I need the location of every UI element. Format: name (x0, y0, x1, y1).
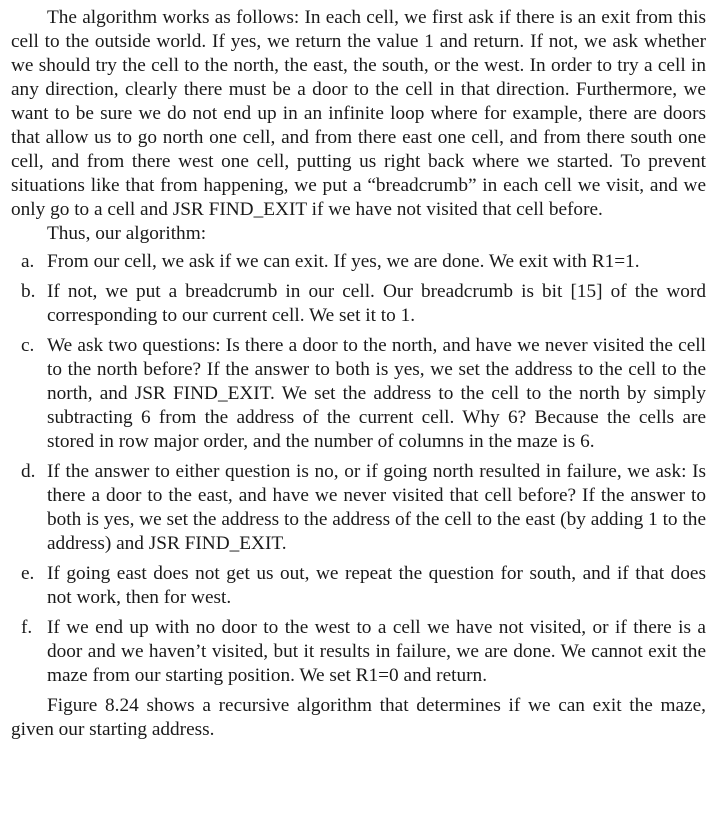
intro-paragraph: The algorithm works as follows: In each cell, we first ask if there is an exit from this cell to the outside world. If yes, we return the value 1 and return. If not, we ask whether we should try the cell to the north, the east, the south, or the west. In order to try a cell in any direction, clearly there must be a door to the cell in that direction. Furthermore, we want to be sure we do not end up in an infinite loop where for example, there are doors that allow us to go north one cell, and from there east one cell, and from there south one cell, and from there west one cell, putting us right back where we started. To prevent situations like that from happening, we put a “breadcrumb” in each cell we visit, and we only go to a cell and JSR FIND_EXIT if we have not visited that cell before. (11, 7, 706, 220)
step-text: From our cell, we ask if we can exit. If yes, we are done. We exit with R1=1. (47, 251, 640, 272)
algorithm-step (11, 616, 706, 688)
algorithm-lead-in: Thus, our algorithm: (47, 223, 207, 244)
algorithm-step (11, 280, 706, 328)
step-text: If going east does not get us out, we repeat the question for south, and if that does not work, then for west. (47, 563, 706, 608)
algorithm-step (11, 562, 706, 610)
step-text: If we end up with no door to the west to a cell we have not visited, or if there is a door and we haven’t visited, but it results in failure, we are done. We cannot exit the maze from our starting position. We set R1=0 and return. (47, 617, 706, 686)
algorithm-step (11, 460, 706, 556)
algorithm-step (11, 334, 706, 454)
step-text: If not, we put a breadcrumb in our cell. Our breadcrumb is bit [15] of the word corresponding to our current cell. We set it to 1. (47, 281, 706, 326)
step-text: We ask two questions: Is there a door to the north, and have we never visited the cell to the north before? If the answer to both is yes, we set the address to the cell to the north, and JSR FIND_EXIT. We set the address to the cell to the north by simply subtracting 6 from the address of the current cell. Why 6? Because the cells are stored in row major order, and the number of columns in the maze is 6. (47, 335, 706, 452)
step-marker: b. (21, 281, 36, 302)
step-marker: f. (21, 617, 33, 638)
algorithm-steps-list (11, 250, 706, 688)
step-text: If the answer to either question is no, or if going north resulted in failure, we ask: Is there a door to the east, and have we never visited that cell before? If the answer to both is yes, we set the address to the address of the cell to the east (by adding 1 to the address) and JSR FIND_EXIT. (47, 461, 706, 554)
step-marker: a. (21, 251, 35, 272)
closing-paragraph: Figure 8.24 shows a recursive algorithm that determines if we can exit the maze, given our starting address. (11, 695, 706, 740)
step-marker: e. (21, 563, 35, 584)
algorithm-step (11, 250, 706, 274)
step-marker: c. (21, 335, 35, 356)
step-marker: d. (21, 461, 36, 482)
